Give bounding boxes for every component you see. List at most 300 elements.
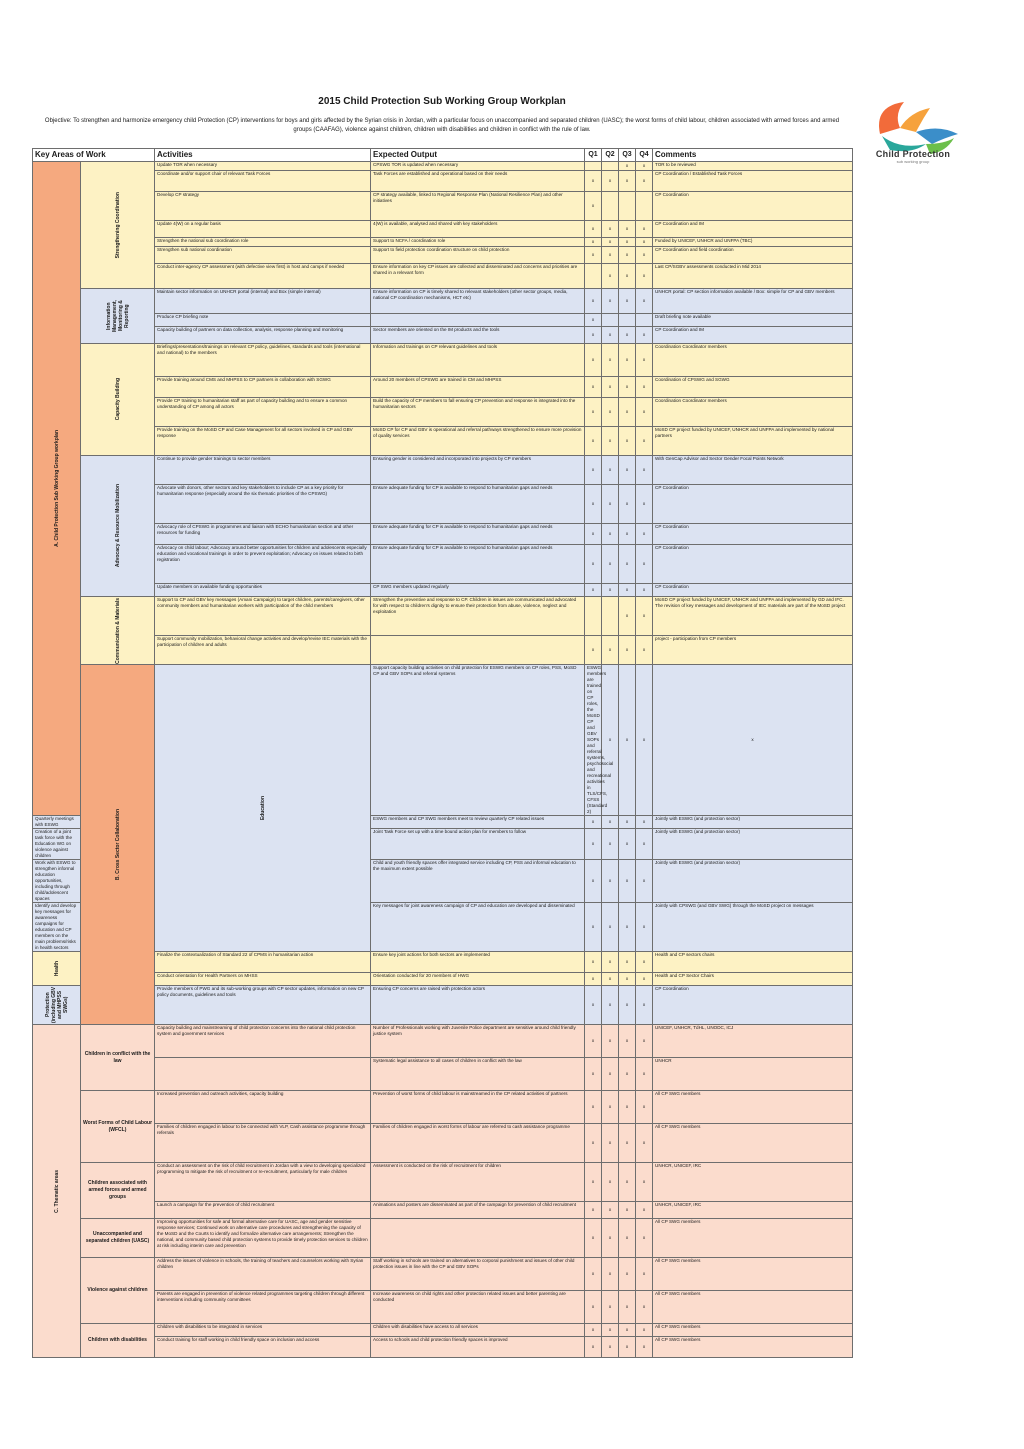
quarter-q3-cell: x — [619, 584, 636, 597]
comment-cell: CP Coordination — [653, 524, 853, 545]
activity-cell: Strengthen sub national coordination — [155, 247, 371, 264]
comment-cell: CP Coordination and IM — [653, 221, 853, 238]
comment-cell: CP Coordination — [653, 986, 853, 1025]
quarter-q3-cell: x — [619, 1258, 636, 1291]
activity-cell: Advocate with donors, other sectors and key stakeholders to include CP as a key priority for humanitarian response (especially around the six thematic priorities of the CPSWG) — [155, 485, 371, 524]
quarter-q3-cell: x — [619, 327, 636, 344]
header-q3: Q3 — [619, 149, 636, 162]
expected-output-cell: Children with disabilities have access to all services — [371, 1324, 585, 1337]
comment-cell: TOR to be reviewed — [653, 162, 853, 171]
table-row — [33, 665, 853, 816]
activity-cell: Provide training around CMS and MHPSS to CP partners in collaboration with SGWG — [155, 377, 371, 398]
table-row — [33, 327, 853, 344]
table-row — [33, 973, 853, 986]
logo-name: Child Protection — [875, 149, 951, 159]
quarter-q3-cell: x — [619, 1291, 636, 1324]
expected-output-cell: Support to field protection coordination structure on child protection — [371, 247, 585, 264]
subarea-disabilities: Children with disabilities — [81, 1324, 155, 1358]
quarter-q4-cell: x — [636, 1025, 653, 1058]
subarea-strengthening-coordination: Strengthening Coordination — [81, 162, 155, 289]
quarter-q3-cell: x — [619, 456, 636, 485]
quarter-q3-cell: x — [619, 264, 636, 289]
quarter-q4-cell: x — [636, 485, 653, 524]
table-row — [33, 314, 853, 327]
quarter-q1-cell: x — [585, 986, 602, 1025]
quarter-q1-cell: x — [585, 545, 602, 584]
quarter-q3-cell: x — [619, 829, 636, 860]
header-row — [33, 149, 853, 162]
header-q2: Q2 — [602, 149, 619, 162]
quarter-q2-cell: x — [602, 485, 619, 524]
quarter-q4-cell: x — [636, 1202, 653, 1219]
quarter-q2-cell: x — [602, 264, 619, 289]
expected-output-cell: CP SWG members updated regularly — [371, 584, 585, 597]
quarter-q3-cell: x — [619, 973, 636, 986]
quarter-q4-cell: x — [636, 456, 653, 485]
activity-cell: Conduct an assessment on the risk of child recruitment in Jordan with a view to developing specialized programming to mitigate the risk of recruitment or re-recruitment, particularly for male children — [155, 1163, 371, 1202]
table-row — [33, 636, 853, 665]
quarter-q2-cell: x — [602, 545, 619, 584]
quarter-q1-cell: x — [585, 973, 602, 986]
expected-output-cell: Orientation conducted for 20 members of HWG — [371, 973, 585, 986]
expected-output-cell: Task Forces are established and operational based on their needs — [371, 171, 585, 192]
quarter-q1-cell: x — [585, 1219, 602, 1258]
activity-cell: Capacity building of partners on data collection, analysis, response planning and monitoring — [155, 327, 371, 344]
quarter-q4-cell: x — [636, 327, 653, 344]
quarter-q2-cell: x — [602, 903, 619, 952]
quarter-q2-cell: x — [602, 1324, 619, 1337]
table-row — [33, 398, 853, 427]
comment-cell: All CP SWG members — [653, 1291, 853, 1324]
quarter-q4-cell: x — [636, 247, 653, 264]
quarter-q4-cell: x — [636, 221, 653, 238]
quarter-q4-cell: x — [636, 264, 653, 289]
subarea-information-management: Information Management, Monitoring & Reporting — [81, 289, 155, 344]
area-b: B. Cross Sector Collaboration — [81, 665, 155, 1025]
expected-output-cell: Information and trainings on CP relevant guidelines and tools — [371, 344, 585, 377]
quarter-q3-cell: x — [619, 171, 636, 192]
table-row — [33, 584, 853, 597]
comment-cell: Health and CP sectors chairs — [653, 952, 853, 973]
table-row — [33, 377, 853, 398]
quarter-q3-cell: x — [619, 221, 636, 238]
expected-output-cell: Build the capacity of CP members to fall ensuring CP prevention and response is integrated into the humanitarian sectors — [371, 398, 585, 427]
quarter-q2-cell: x — [602, 636, 619, 665]
quarter-q4-cell: x — [636, 238, 653, 247]
comment-cell: All CP SWG members — [653, 1219, 853, 1258]
quarter-q4-cell: x — [636, 289, 653, 314]
quarter-q2-cell: x — [602, 377, 619, 398]
quarter-q4-cell: x — [636, 986, 653, 1025]
quarter-q2-cell: x — [602, 816, 619, 829]
quarter-q4-cell: x — [636, 1058, 653, 1091]
table-row — [33, 289, 853, 314]
comment-cell: With GenCap Advisor and Sector Gender Focal Points Network — [653, 456, 853, 485]
subarea-advocacy: Advocacy & Resource Mobilization — [81, 456, 155, 597]
comment-cell: UNHCR portal: CP section information available / Box: simple for CP and GBV members — [653, 289, 853, 314]
table-row — [33, 1025, 853, 1058]
quarter-q4-cell: x — [636, 398, 653, 427]
quarter-q3-cell: x — [619, 1124, 636, 1163]
quarter-q2-cell: x — [602, 829, 619, 860]
page-title: 2015 Child Protection Sub Working Group Workplan — [318, 96, 566, 107]
quarter-q4-cell: x — [636, 1219, 653, 1258]
table-row — [33, 597, 853, 636]
subarea-communication: Communication & Materials — [81, 597, 155, 665]
quarter-q3-cell: x — [619, 1058, 636, 1091]
expected-output-cell: Support to NCFA / coordination role — [371, 238, 585, 247]
table-row — [33, 264, 853, 289]
expected-output-cell: 4(W) is available, analysed and shared with key stakeholders — [371, 221, 585, 238]
quarter-q1-cell: x — [585, 1324, 602, 1337]
quarter-q1-cell: x — [585, 192, 602, 221]
table-row — [33, 221, 853, 238]
activity-cell: Identify and develop key messages for awareness campaigns for education and CP members on the main problems/risks in health sectors — [33, 903, 81, 952]
workplan-body — [33, 162, 853, 1358]
expected-output-cell: Systematic legal assistance to all cases of children in conflict with the law — [371, 1058, 585, 1091]
quarter-q2-cell: x — [602, 427, 619, 456]
quarter-q2-cell: x — [602, 1058, 619, 1091]
quarter-q4-cell: x — [636, 1163, 653, 1202]
quarter-q2-cell: x — [602, 952, 619, 973]
table-row — [33, 1124, 853, 1163]
quarter-q4-cell: x — [636, 545, 653, 584]
comment-cell: All CP SWG members — [653, 1258, 853, 1291]
comment-cell: All CP SWG members — [653, 1324, 853, 1337]
quarter-q1-cell: x — [585, 829, 602, 860]
quarter-q3-cell: x — [619, 1025, 636, 1058]
comment-cell: CP Coordination — [653, 192, 853, 221]
expected-output-cell — [371, 314, 585, 327]
comment-cell: All CP SWG members — [653, 1337, 853, 1358]
quarter-q3-cell: x — [619, 903, 636, 952]
quarter-q1-cell: x — [585, 1163, 602, 1202]
quarter-q2-cell: x — [602, 1091, 619, 1124]
quarter-q4-cell: x — [636, 816, 653, 829]
comment-cell: All CP SWG members — [653, 1124, 853, 1163]
table-row — [33, 427, 853, 456]
expected-output-cell: Ensure key joint actions for both sectors are implemented — [371, 952, 585, 973]
quarter-q1-cell: x — [585, 1091, 602, 1124]
table-row — [33, 986, 853, 1025]
comment-cell: CP Coordination and field coordination — [653, 247, 853, 264]
comment-cell: Coordination of CPSWG and SGWG — [653, 377, 853, 398]
expected-output-cell: ESWG members and CP SWG members meet to review quarterly CP related issues — [371, 816, 585, 829]
table-row — [33, 162, 853, 171]
expected-output-cell: MoSD CP for CP and GBV is operational and referral pathways strengthened to ensure more provision of quality services — [371, 427, 585, 456]
activity-cell: Support to CP and GBV key messages (Amani Campaign) to target children, parents/caregivers, other community members and humanitarian workers with participation of the child members — [155, 597, 371, 636]
quarter-q3-cell: x — [619, 597, 636, 636]
quarter-q4-cell: x — [636, 377, 653, 398]
comment-cell: Jointly with ESWG (and protection sector) — [653, 816, 853, 829]
quarter-q4-cell: x — [636, 584, 653, 597]
quarter-q2-cell: x — [602, 171, 619, 192]
quarter-q1-cell: x — [585, 860, 602, 903]
quarter-q4-cell: x — [636, 952, 653, 973]
quarter-q2-cell: x — [602, 327, 619, 344]
activity-cell: Creation of a joint task force with the Education WG on violence against children — [33, 829, 81, 860]
quarter-q3-cell: x — [619, 860, 636, 903]
quarter-q2-cell: x — [602, 973, 619, 986]
activity-cell: Children with disabilities to be integrated in services — [155, 1324, 371, 1337]
comment-cell: Jointly with CPSWG (and GBV SWG) through the MoSD project on messages — [653, 903, 853, 952]
quarter-q2-cell: x — [602, 344, 619, 377]
activity-cell: Conduct inter-agency CP assessment (with defective view first) in host and camps if needed — [155, 264, 371, 289]
quarter-q4-cell: x — [636, 524, 653, 545]
quarter-q1-cell — [585, 597, 602, 636]
quarter-q1-cell: x — [585, 1202, 602, 1219]
table-row — [33, 1091, 853, 1124]
activity-cell: Support capacity building activities on child protection for ESWG members on CP roles, PSS, MoSD CP and GBV SOPs and referral systems — [371, 665, 585, 816]
activity-cell: Work with ESWG to strengthen informal education opportunities, including through child/adolescent spaces — [33, 860, 81, 903]
comment-cell: MoSD CP project funded by UNICEF, UNHCR and UNFPA and implemented by national partners — [653, 427, 853, 456]
quarter-q1-cell: x — [585, 221, 602, 238]
activity-cell: Provide CP training to humanitarian staff as part of capacity building and to ensure a common understanding of CP among all actors — [155, 398, 371, 427]
subarea-capacity-building: Capacity Building — [81, 344, 155, 456]
quarter-q4-cell: x — [636, 636, 653, 665]
expected-output-cell: Ensure adequate funding for CP is available to respond to humanitarian gaps and needs — [371, 485, 585, 524]
activity-cell: Launch a campaign for the prevention of child recruitment — [155, 1202, 371, 1219]
expected-output-cell: Animations and posters are disseminated as part of the campaign for prevention of child recruitment — [371, 1202, 585, 1219]
activity-cell: Briefings/presentations/trainings on relevant CP policy, guidelines, standards and tools (international and national) to the members — [155, 344, 371, 377]
header-q1: Q1 — [585, 149, 602, 162]
table-row — [33, 524, 853, 545]
activity-cell: Families of children engaged in labour to be connected with VLP, Cash assistance programme through referrals — [155, 1124, 371, 1163]
quarter-q1-cell: x — [585, 1291, 602, 1324]
quarter-q2-cell: x — [602, 1163, 619, 1202]
quarter-q4-cell — [636, 314, 653, 327]
quarter-q4-cell: x — [636, 427, 653, 456]
quarter-q3-cell: x — [619, 986, 636, 1025]
table-row — [33, 171, 853, 192]
subarea-children-in-conflict: Children in conflict with the law — [81, 1025, 155, 1091]
expected-output-cell — [371, 636, 585, 665]
expected-output-cell: Ensure adequate funding for CP is available to respond to humanitarian gaps and needs — [371, 524, 585, 545]
quarter-q1-cell: x — [585, 952, 602, 973]
quarter-q3-cell: x — [619, 1337, 636, 1358]
activity-cell: Conduct training for staff working in child friendly space on inclusion and access — [155, 1337, 371, 1358]
header-activities: Activities — [155, 149, 371, 162]
quarter-q1-cell: x — [585, 238, 602, 247]
expected-output-cell: Joint Task Force set up with a time bound action plan for members to follow — [371, 829, 585, 860]
quarter-q4-cell: x — [636, 171, 653, 192]
header-comments: Comments — [653, 149, 853, 162]
quarter-q4-cell: x — [653, 665, 853, 816]
expected-output-cell: Around 20 members of CPSWG are trained in CM and MHPSS — [371, 377, 585, 398]
expected-output-cell: CP strategy available, linked to Regional Response Plan (National Resilience Plan) and other initiatives — [371, 192, 585, 221]
quarter-q4-cell: x — [636, 973, 653, 986]
activity-cell: Strengthen the national sub coordination role — [155, 238, 371, 247]
expected-output-cell: Ensure information on CP is timely shared to relevant stakeholders (other sector groups, media, national CP coordination mechanisms, HCT etc) — [371, 289, 585, 314]
expected-output-cell: Families of children engaged in worst forms of labour are referred to cash assistance programme — [371, 1124, 585, 1163]
quarter-q1-cell — [585, 162, 602, 171]
activity-cell: Address the issues of violence in schools, the training of teachers and counselors working with Syrian children — [155, 1258, 371, 1291]
table-row — [33, 1163, 853, 1202]
comment-cell: UNHCR, UNICEF, IRC — [653, 1163, 853, 1202]
activity-cell: Advocacy role of CPSWG in programmes and liaison with ECHO humanitarian section and other resources for funding — [155, 524, 371, 545]
quarter-q3-cell: x — [619, 524, 636, 545]
activity-cell: Finalize the contextualization of Standard 22 of CPMS in humanitarian action — [155, 952, 371, 973]
activity-cell: Parents are engaged in prevention of violence related programmes targeting children through different interventions including community committees — [155, 1291, 371, 1324]
quarter-q3-cell: x — [636, 665, 653, 816]
quarter-q2-cell: x — [602, 1337, 619, 1358]
quarter-q3-cell: x — [619, 377, 636, 398]
quarter-q3-cell: x — [619, 289, 636, 314]
quarter-q3-cell: x — [619, 162, 636, 171]
quarter-q1-cell: x — [585, 427, 602, 456]
quarter-q1-cell: x — [585, 377, 602, 398]
quarter-q3-cell: x — [619, 238, 636, 247]
comment-cell: MoSD CP project funded by UNICEF, UNHCR and UNFPA and implemented by GD and IFC. The revision of key messages and development of IEC materials are part of the MoSD project — [653, 597, 853, 636]
expected-output-cell: Key messages for joint awareness campaign of CP and education are developed and disseminated — [371, 903, 585, 952]
quarter-q3-cell: x — [619, 952, 636, 973]
table-row — [33, 1291, 853, 1324]
quarter-q1-cell: x — [585, 1124, 602, 1163]
header-key-areas: Key Areas of Work — [33, 149, 155, 162]
activity-cell: Produce CP briefing note — [155, 314, 371, 327]
comment-cell: CP Coordination — [653, 485, 853, 524]
comment-cell: UNHCR — [653, 1058, 853, 1091]
expected-output-cell: Sector members are oriented on the IM products and the tools — [371, 327, 585, 344]
table-row — [33, 1219, 853, 1258]
comment-cell: Coordination Coordinator members — [653, 344, 853, 377]
quarter-q1-cell: x — [585, 1058, 602, 1091]
quarter-q2-cell: x — [602, 524, 619, 545]
activity-cell: Coordinate and/or support chair of relevant Task Forces — [155, 171, 371, 192]
expected-output-cell: ESWG members are trained on CP roles, the MoSD CP and GBV SOPs and referral systems, psychosocial and recreational activities in TLS/CFS, CFSS (Standard 2) — [585, 665, 602, 816]
quarter-q1-cell: x — [585, 398, 602, 427]
quarter-q1-cell: x — [585, 903, 602, 952]
table-row — [33, 344, 853, 377]
quarter-q4-cell: x — [636, 162, 653, 171]
quarter-q2-cell: x — [602, 1291, 619, 1324]
quarter-q4-cell: x — [636, 1324, 653, 1337]
comment-cell: CP Coordination — [653, 584, 853, 597]
comment-cell: Last CP/SGBV assessments conducted in Mid 2014 — [653, 264, 853, 289]
quarter-q1-cell: x — [585, 456, 602, 485]
quarter-q2-cell: x — [602, 1025, 619, 1058]
expected-output-cell: Ensuring CP concerns are raised with protection actors — [371, 986, 585, 1025]
subarea-uasc: Unaccompanied and separated children (UASC) — [81, 1219, 155, 1258]
expected-output-cell: Increase awareness on child rights and other protection related issues and better parenting are conducted — [371, 1291, 585, 1324]
activity-cell: Conduct orientation for Health Partners on MHSS — [155, 973, 371, 986]
table-row — [33, 1324, 853, 1337]
quarter-q3-cell — [619, 314, 636, 327]
quarter-q4-cell: x — [636, 1091, 653, 1124]
quarter-q1-cell: x — [585, 816, 602, 829]
quarter-q2-cell: x — [602, 1258, 619, 1291]
expected-output-cell: Strengthen the preventive and response to CP. Children in issues are communicated and advocated for with respect to children's dignity to ensure their protection from abuse, violence, neglect and exploitation — [371, 597, 585, 636]
comment-cell: UNICEF, UNHCR, TdHL, UNODC, ICJ — [653, 1025, 853, 1058]
table-row — [33, 485, 853, 524]
objective-text: Objective: To strengthen and harmonize emergency child Protection (CP) interventions for boys and girls affected by the Syrian crisis in Jordan, with a particular focus on unaccompanied and separated children (UASC); the worst forms of child labour, children associated with armed forces and armed groups (CAAFAG), violence against children, children with disabilities and children in conflict with the rule of law. — [44, 118, 840, 133]
expected-output-cell: CPSWG TOR is updated when necessary — [371, 162, 585, 171]
quarter-q3-cell: x — [619, 545, 636, 584]
area-c: C. Thematic areas — [33, 1025, 81, 1358]
quarter-q3-cell: x — [619, 1324, 636, 1337]
expected-output-cell: Staff working in schools are trained on alternatives to corporal punishment and issues of other child protection issues in line with the CP and GBV SOPs — [371, 1258, 585, 1291]
quarter-q3-cell: x — [619, 636, 636, 665]
table-row — [33, 238, 853, 247]
quarter-q2-cell: x — [602, 221, 619, 238]
table-row — [33, 1337, 853, 1358]
comment-cell: All CP SWG members — [653, 1091, 853, 1124]
quarter-q1-cell — [585, 264, 602, 289]
quarter-q4-cell: x — [636, 903, 653, 952]
comment-cell: CP Coordination — [653, 545, 853, 584]
comment-cell: CP Coordination / Established Task Forces — [653, 171, 853, 192]
table-row — [33, 247, 853, 264]
quarter-q2-cell: x — [602, 238, 619, 247]
expected-output-cell: Ensure adequate funding for CP is available to respond to humanitarian gaps and needs — [371, 545, 585, 584]
quarter-q1-cell: x — [585, 524, 602, 545]
comment-cell: UNHCR, UNICEF, IRC — [653, 1202, 853, 1219]
activity-cell: Capacity building and mainstreaming of child protection concerns into the national child protection system and government services — [155, 1025, 371, 1058]
quarter-q3-cell — [619, 192, 636, 221]
quarter-q2-cell: x — [602, 584, 619, 597]
expected-output-cell: Ensuring gender is considered and incorporated into projects by CP members — [371, 456, 585, 485]
table-row — [33, 192, 853, 221]
subarea-violence: Violence against children — [81, 1258, 155, 1324]
quarter-q2-cell: x — [602, 1202, 619, 1219]
quarter-q3-cell: x — [619, 398, 636, 427]
quarter-q2-cell: x — [619, 665, 636, 816]
quarter-q3-cell: x — [619, 427, 636, 456]
logo-tagline: sub working group — [896, 159, 930, 164]
comment-cell: CP Coordination and IM — [653, 327, 853, 344]
quarter-q4-cell: x — [636, 1258, 653, 1291]
expected-output-cell: Ensure information on key CP issues are collected and disseminated and concerns and priorities are shared in a relevant form — [371, 264, 585, 289]
quarter-q3-cell: x — [619, 247, 636, 264]
activity-cell: Improving opportunities for safe and formal alternative care for UASC, age and gender sensitive response services; Continued work on alternative care procedures and strengthening the capacity of the MoSD and the Courts to identify and formalize alternative care arrangements; Strengthen the national, and community based child protection systems to provide timely protection services to children at risk including interim care and prevention — [155, 1219, 371, 1258]
table-row — [33, 545, 853, 584]
quarter-q1-cell: x — [585, 1258, 602, 1291]
comment-cell: Jointly with ESWG (and protection sector) — [653, 829, 853, 860]
activity-cell: Update 4(W) on a regular basis — [155, 221, 371, 238]
quarter-q3-cell: x — [619, 1163, 636, 1202]
quarter-q2-cell: x — [602, 456, 619, 485]
table-row — [33, 456, 853, 485]
quarter-q1-cell: x — [585, 485, 602, 524]
quarter-q1-cell: x — [585, 636, 602, 665]
quarter-q2-cell: x — [602, 1124, 619, 1163]
quarter-q3-cell: x — [619, 1202, 636, 1219]
quarter-q3-cell: x — [619, 1091, 636, 1124]
comment-cell: project - participation from CP members — [653, 636, 853, 665]
quarter-q2-cell: x — [602, 398, 619, 427]
quarter-q2-cell — [602, 597, 619, 636]
table-row — [33, 1258, 853, 1291]
table-row — [33, 952, 853, 973]
quarter-q1-cell: x — [585, 344, 602, 377]
quarter-q4-cell: x — [636, 1337, 653, 1358]
quarter-q4-cell: x — [636, 597, 653, 636]
expected-output-cell: Child and youth friendly spaces offer integrated service including CP, PSS and informal education to the maximum extent possible — [371, 860, 585, 903]
quarter-q1-cell: x — [585, 1025, 602, 1058]
expected-output-cell: Access to schools and child protection friendly spaces is improved — [371, 1337, 585, 1358]
comment-cell: Health and CP Sector Chairs — [653, 973, 853, 986]
activity-cell: Advocacy on child labour; Advocacy around better opportunities for children and adolescents especially education and vocational trainings in order to prevent exploitation; Advocacy on issues related to birth registration — [155, 545, 371, 584]
quarter-q4-cell: x — [636, 1124, 653, 1163]
header-q4: Q4 — [636, 149, 653, 162]
workplan-table — [32, 148, 853, 1358]
quarter-q4-cell: x — [636, 1291, 653, 1324]
subarea-wfcl: Worst Forms of Child Labour (WFCL) — [81, 1091, 155, 1163]
quarter-q4-cell: x — [636, 860, 653, 903]
activity-cell: Update members on available funding opportunities — [155, 584, 371, 597]
quarter-q2-cell — [602, 314, 619, 327]
comment-cell: Draft briefing note available — [653, 314, 853, 327]
